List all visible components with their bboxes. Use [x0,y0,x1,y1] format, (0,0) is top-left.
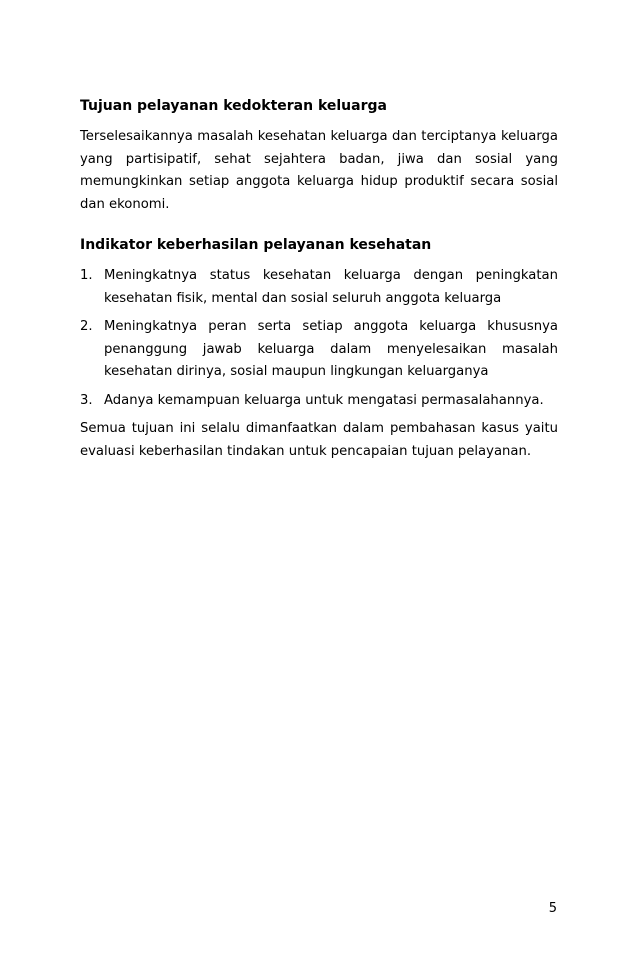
list-item [80,390,558,413]
list-item-text: Adanya kemampuan keluarga untuk mengatasi permasalahannya. [104,392,544,408]
list-item [80,265,558,310]
section-heading-tujuan: Tujuan pelayanan kedokteran keluarga [80,98,387,114]
document-page [80,95,558,463]
closing-paragraph: Semua tujuan ini selalu dimanfaatkan dalam pembahasan kasus yaitu evaluasi keberhasilan tindakan untuk pencapaian tujuan pelayanan. [80,421,558,459]
list-item-text: Meningkatnya peran serta setiap anggota keluarga khususnya penanggung jawab keluarga dalam menyelesaikan masalah kesehatan dirinya, sosial maupun lingkungan keluarganya [104,319,558,379]
list-item [80,316,558,384]
list-item-text: Meningkatnya status kesehatan keluarga dengan peningkatan kesehatan fisik, mental dan sosial seluruh anggota keluarga [104,268,558,306]
page-number: 5 [548,901,557,916]
list-item-number: 2. [80,319,93,334]
section-heading-indikator: Indikator keberhasilan pelayanan kesehatan [80,237,432,253]
tujuan-paragraph: Terselesaikannya masalah kesehatan keluarga dan terciptanya keluarga yang partisipatif, sehat sejahtera badan, jiwa dan sosial yang memungkinkan setiap anggota keluarga hidup produktif secara sosial dan ekonomi. [80,129,558,212]
indicator-list [80,265,558,412]
section-spacer [80,216,558,234]
list-item-number: 1. [80,268,93,283]
list-item-number: 3. [80,392,93,408]
